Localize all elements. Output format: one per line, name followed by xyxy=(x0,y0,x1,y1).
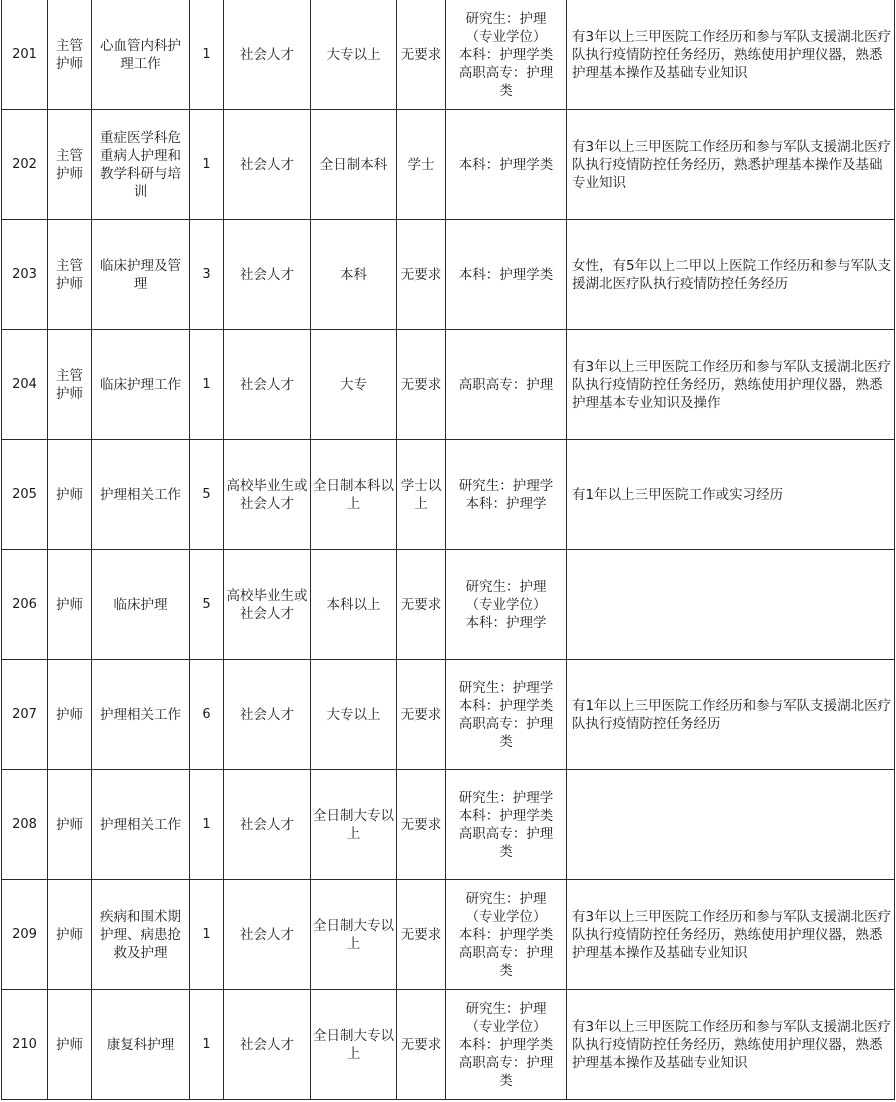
other-requirements-cell: 有3年以上三甲医院工作经历和参与军队支援湖北医疗队执行疫情防控任务经历，熟练使用护理仪器，熟悉护理基本操作及基础专业知识 xyxy=(567,0,895,110)
table-body xyxy=(2,0,895,1100)
table-row xyxy=(2,330,895,440)
major-line: 本科：护理学类 xyxy=(458,1036,554,1053)
candidate-source-cell: 社会人才 xyxy=(224,880,311,990)
major-line: （专业学位） xyxy=(465,28,547,45)
work-content-cell: 心血管内科护理工作 xyxy=(92,0,190,110)
candidate-source-cell: 高校毕业生或社会人才 xyxy=(224,550,311,660)
other-requirements-cell: 有3年以上三甲医院工作经历和参与军队支援湖北医疗队执行疫情防控任务经历，熟练使用护理仪器，熟悉护理基本操作及基础专业知识 xyxy=(567,990,895,1100)
major-line: 高职高专：护理 xyxy=(458,944,554,961)
major-line: 类 xyxy=(499,733,513,750)
education-cell: 大专 xyxy=(311,330,397,440)
table-row xyxy=(2,220,895,330)
other-requirements-cell: 女性，有5年以上二甲以上医院工作经历和参与军队支援湖北医疗队执行疫情防控任务经历 xyxy=(567,220,895,330)
major-cell xyxy=(446,770,567,880)
major-line: 类 xyxy=(499,962,513,979)
major-line: 本科：护理学类 xyxy=(458,697,554,714)
candidate-source-cell: 社会人才 xyxy=(224,0,311,110)
job-title-cell: 护师 xyxy=(48,880,92,990)
education-cell: 本科以上 xyxy=(311,550,397,660)
headcount-cell: 1 xyxy=(190,880,224,990)
major-line: 本科：护理学类 xyxy=(458,46,554,63)
education-cell: 全日制大专以上 xyxy=(311,880,397,990)
major-line: 高职高专：护理 xyxy=(458,715,554,732)
headcount-cell: 1 xyxy=(190,110,224,220)
other-requirements-cell xyxy=(567,550,895,660)
degree-cell: 无要求 xyxy=(397,990,446,1100)
work-content-cell: 疾病和围术期护理、病患抢救及护理 xyxy=(92,880,190,990)
major-cell xyxy=(446,550,567,660)
major-line: （专业学位） xyxy=(465,1018,547,1035)
headcount-cell: 5 xyxy=(190,550,224,660)
education-cell: 本科 xyxy=(311,220,397,330)
other-requirements-cell: 有1年以上三甲医院工作经历和参与军队支援湖北医疗队执行疫情防控任务经历 xyxy=(567,660,895,770)
job-title-cell: 护师 xyxy=(48,990,92,1100)
major-line: 高职高专：护理 xyxy=(458,825,554,842)
degree-cell: 无要求 xyxy=(397,220,446,330)
degree-cell: 无要求 xyxy=(397,660,446,770)
table-row xyxy=(2,660,895,770)
major-line: （专业学位） xyxy=(465,596,547,613)
headcount-cell: 1 xyxy=(190,770,224,880)
job-title-cell: 主管护师 xyxy=(48,330,92,440)
headcount-cell: 5 xyxy=(190,440,224,550)
major-line: 本科：护理学 xyxy=(465,614,547,631)
candidate-source-cell: 高校毕业生或社会人才 xyxy=(224,440,311,550)
table-row xyxy=(2,990,895,1100)
job-title-cell: 主管护师 xyxy=(48,110,92,220)
major-cell xyxy=(446,330,567,440)
work-content-cell: 护理相关工作 xyxy=(92,440,190,550)
major-line: （专业学位） xyxy=(465,908,547,925)
major-line: 类 xyxy=(499,1072,513,1089)
degree-cell: 学士 xyxy=(397,110,446,220)
major-line: 研究生：护理 xyxy=(465,10,547,27)
job-title-cell: 护师 xyxy=(48,770,92,880)
major-cell xyxy=(446,440,567,550)
major-line: 研究生：护理学 xyxy=(458,477,554,494)
other-requirements-cell: 有3年以上三甲医院工作经历和参与军队支援湖北医疗队执行疫情防控任务经历，熟练使用护理仪器，熟悉护理基本专业知识及操作 xyxy=(567,330,895,440)
major-cell xyxy=(446,660,567,770)
headcount-cell: 1 xyxy=(190,990,224,1100)
major-line: 高职高专：护理 xyxy=(458,376,554,393)
major-cell xyxy=(446,110,567,220)
work-content-cell: 临床护理 xyxy=(92,550,190,660)
major-line: 类 xyxy=(499,82,513,99)
position-code-cell: 208 xyxy=(2,770,48,880)
job-title-cell: 护师 xyxy=(48,440,92,550)
degree-cell: 无要求 xyxy=(397,0,446,110)
headcount-cell: 1 xyxy=(190,0,224,110)
position-code-cell: 207 xyxy=(2,660,48,770)
candidate-source-cell: 社会人才 xyxy=(224,330,311,440)
recruitment-table xyxy=(1,0,895,1100)
job-title-cell: 护师 xyxy=(48,660,92,770)
major-line: 类 xyxy=(499,843,513,860)
major-cell xyxy=(446,990,567,1100)
education-cell: 大专以上 xyxy=(311,0,397,110)
table-row xyxy=(2,550,895,660)
degree-cell: 无要求 xyxy=(397,330,446,440)
position-code-cell: 209 xyxy=(2,880,48,990)
other-requirements-cell: 有1年以上三甲医院工作或实习经历 xyxy=(567,440,895,550)
position-code-cell: 204 xyxy=(2,330,48,440)
education-cell: 全日制大专以上 xyxy=(311,990,397,1100)
major-line: 本科：护理学 xyxy=(465,495,547,512)
headcount-cell: 6 xyxy=(190,660,224,770)
education-cell: 全日制本科以上 xyxy=(311,440,397,550)
major-line: 本科：护理学类 xyxy=(458,266,554,283)
candidate-source-cell: 社会人才 xyxy=(224,220,311,330)
position-code-cell: 202 xyxy=(2,110,48,220)
job-title-cell: 主管护师 xyxy=(48,0,92,110)
job-title-cell: 护师 xyxy=(48,550,92,660)
table-row xyxy=(2,110,895,220)
degree-cell: 无要求 xyxy=(397,770,446,880)
degree-cell: 无要求 xyxy=(397,550,446,660)
position-code-cell: 206 xyxy=(2,550,48,660)
degree-cell: 学士以上 xyxy=(397,440,446,550)
work-content-cell: 临床护理及管理 xyxy=(92,220,190,330)
education-cell: 大专以上 xyxy=(311,660,397,770)
work-content-cell: 康复科护理 xyxy=(92,990,190,1100)
job-title-cell: 主管护师 xyxy=(48,220,92,330)
candidate-source-cell: 社会人才 xyxy=(224,110,311,220)
major-line: 高职高专：护理 xyxy=(458,1054,554,1071)
position-code-cell: 205 xyxy=(2,440,48,550)
major-line: 研究生：护理学 xyxy=(458,679,554,696)
major-line: 研究生：护理 xyxy=(465,1000,547,1017)
degree-cell: 无要求 xyxy=(397,880,446,990)
work-content-cell: 临床护理工作 xyxy=(92,330,190,440)
headcount-cell: 3 xyxy=(190,220,224,330)
major-line: 高职高专：护理 xyxy=(458,64,554,81)
table-row xyxy=(2,770,895,880)
education-cell: 全日制大专以上 xyxy=(311,770,397,880)
work-content-cell: 护理相关工作 xyxy=(92,660,190,770)
other-requirements-cell: 有3年以上三甲医院工作经历和参与军队支援湖北医疗队执行疫情防控任务经历，熟悉护理基本操作及基础专业知识 xyxy=(567,110,895,220)
other-requirements-cell: 有3年以上三甲医院工作经历和参与军队支援湖北医疗队执行疫情防控任务经历，熟练使用护理仪器，熟悉护理基本操作及基础专业知识 xyxy=(567,880,895,990)
major-line: 本科：护理学类 xyxy=(458,807,554,824)
candidate-source-cell: 社会人才 xyxy=(224,660,311,770)
position-code-cell: 201 xyxy=(2,0,48,110)
candidate-source-cell: 社会人才 xyxy=(224,770,311,880)
candidate-source-cell: 社会人才 xyxy=(224,990,311,1100)
major-line: 研究生：护理学 xyxy=(458,789,554,806)
major-cell xyxy=(446,220,567,330)
major-cell xyxy=(446,880,567,990)
table-row xyxy=(2,880,895,990)
table-row xyxy=(2,0,895,110)
major-line: 研究生：护理 xyxy=(465,890,547,907)
major-line: 研究生：护理 xyxy=(465,578,547,595)
work-content-cell: 护理相关工作 xyxy=(92,770,190,880)
education-cell: 全日制本科 xyxy=(311,110,397,220)
work-content-cell: 重症医学科危重病人护理和教学科研与培训 xyxy=(92,110,190,220)
other-requirements-cell xyxy=(567,770,895,880)
major-line: 本科：护理学类 xyxy=(458,156,554,173)
headcount-cell: 1 xyxy=(190,330,224,440)
position-code-cell: 203 xyxy=(2,220,48,330)
position-code-cell: 210 xyxy=(2,990,48,1100)
major-cell xyxy=(446,0,567,110)
table-row xyxy=(2,440,895,550)
major-line: 本科：护理学类 xyxy=(458,926,554,943)
